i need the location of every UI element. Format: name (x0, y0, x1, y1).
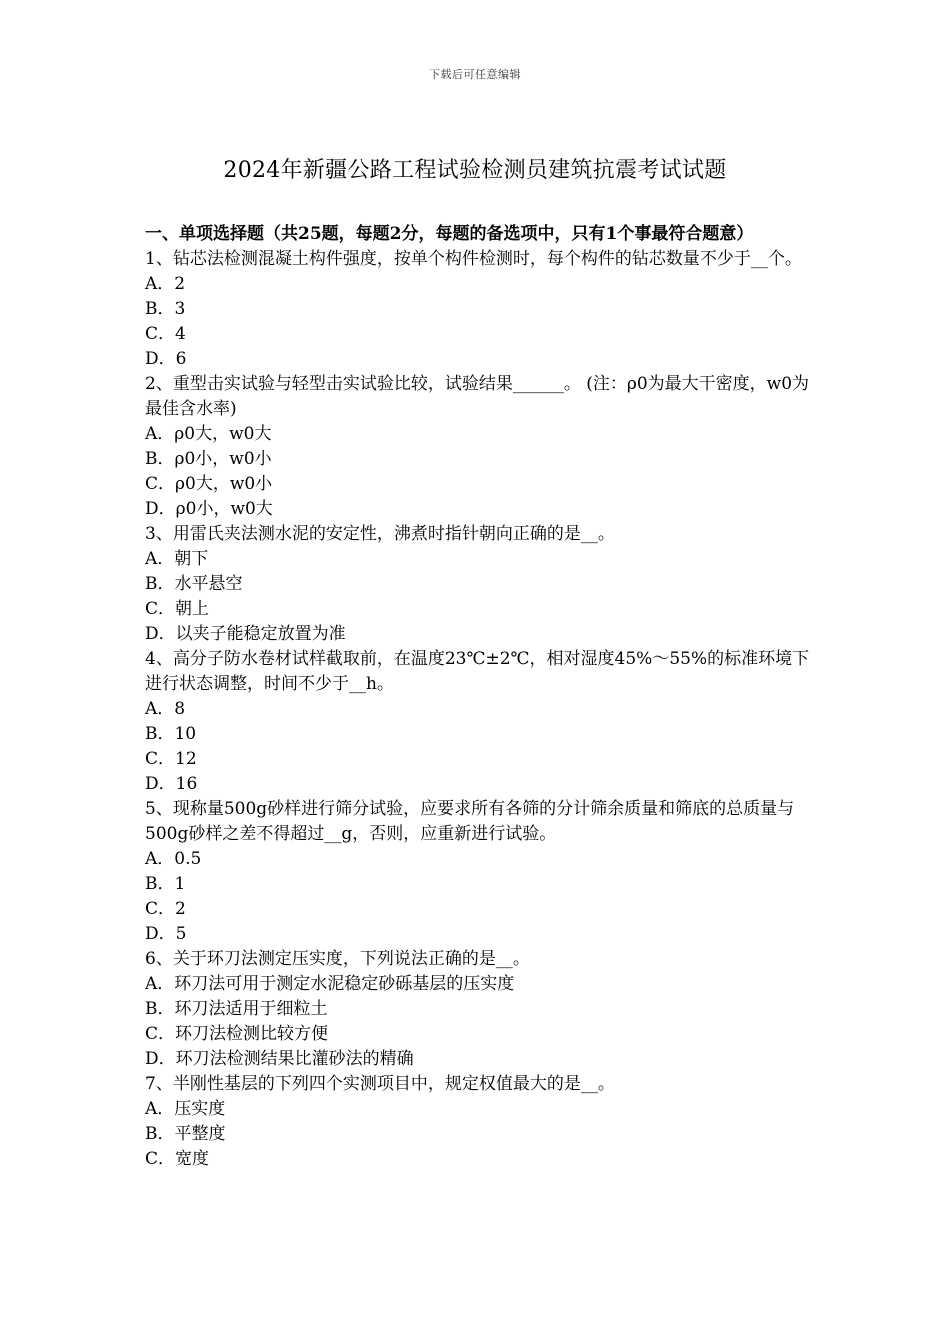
question-block-2 (145, 372, 810, 522)
option-c: C．朝上 (145, 599, 210, 619)
exam-content (145, 222, 810, 1172)
question-block-3 (145, 522, 810, 647)
option-b: B．ρ0小，w0小 (145, 449, 272, 469)
option-a: A．朝下 (145, 549, 209, 569)
option-d: D．以夹子能稳定放置为准 (145, 624, 346, 644)
option-list (145, 847, 810, 947)
option-c: C．4 (145, 324, 186, 344)
option-d: D．ρ0小，w0大 (145, 499, 273, 519)
option-a: A．ρ0大，w0大 (145, 424, 272, 444)
option-c: C．宽度 (145, 1149, 210, 1169)
option-b: B．水平悬空 (145, 574, 243, 594)
option-c: C．ρ0大，w0小 (145, 474, 273, 494)
header-note: 下载后可任意编辑 (429, 68, 521, 81)
question-block-5 (145, 797, 810, 947)
option-list (145, 1097, 810, 1172)
question-text: 5、现称量500g砂样进行筛分试验，应要求所有各筛的分计筛余质量和筛底的总质量与500g砂样之差不得超过__g，否则，应重新进行试验。 (145, 799, 795, 844)
option-b: B．10 (145, 724, 197, 744)
question-text: 4、高分子防水卷材试样截取前，在温度23℃±2℃，相对湿度45%～55%的标准环境下进行状态调整，时间不少于__h。 (145, 649, 810, 694)
question-text: 3、用雷氏夹法测水泥的安定性，沸煮时指针朝向正确的是__。 (145, 524, 615, 544)
option-list (145, 972, 810, 1072)
question-text: 6、关于环刀法测定压实度，下列说法正确的是__。 (145, 949, 530, 969)
option-a: A．0.5 (145, 849, 202, 869)
question-text: 1、钻芯法检测混凝土构件强度，按单个构件检测时，每个构件的钻芯数量不少于__个。 (145, 249, 802, 269)
option-d: D．6 (145, 349, 187, 369)
option-d: D．5 (145, 924, 187, 944)
question-text: 2、重型击实试验与轻型击实试验比较，试验结果______。 (注：ρ0为最大干密度，w0为最佳含水率) (145, 374, 810, 419)
question-block-6 (145, 947, 810, 1072)
option-b: B．环刀法适用于细粒土 (145, 999, 328, 1019)
question-block-1 (145, 247, 810, 372)
option-a: A．压实度 (145, 1099, 226, 1119)
option-b: B．平整度 (145, 1124, 226, 1144)
option-a: A．2 (145, 274, 186, 294)
option-a: A．8 (145, 699, 186, 719)
option-d: D．16 (145, 774, 198, 794)
document-title-text: 2024年新疆公路工程试验检测员建筑抗震考试试题 (223, 158, 727, 183)
option-list (145, 422, 810, 522)
option-list (145, 697, 810, 797)
question-block-4 (145, 647, 810, 797)
option-b: B．1 (145, 874, 186, 894)
option-list (145, 272, 810, 372)
option-a: A．环刀法可用于测定水泥稳定砂砾基层的压实度 (145, 974, 515, 994)
document-title (0, 153, 950, 184)
option-c: C．2 (145, 899, 186, 919)
section-heading: 一、单项选择题（共25题，每题2分，每题的备选项中，只有1个事最符合题意） (145, 224, 754, 244)
question-block-7 (145, 1072, 810, 1172)
option-b: B．3 (145, 299, 186, 319)
option-c: C．12 (145, 749, 197, 769)
option-list (145, 547, 810, 647)
option-c: C．环刀法检测比较方便 (145, 1024, 329, 1044)
question-text: 7、半刚性基层的下列四个实测项目中，规定权值最大的是__。 (145, 1074, 615, 1094)
option-d: D．环刀法检测结果比灌砂法的精确 (145, 1049, 414, 1069)
